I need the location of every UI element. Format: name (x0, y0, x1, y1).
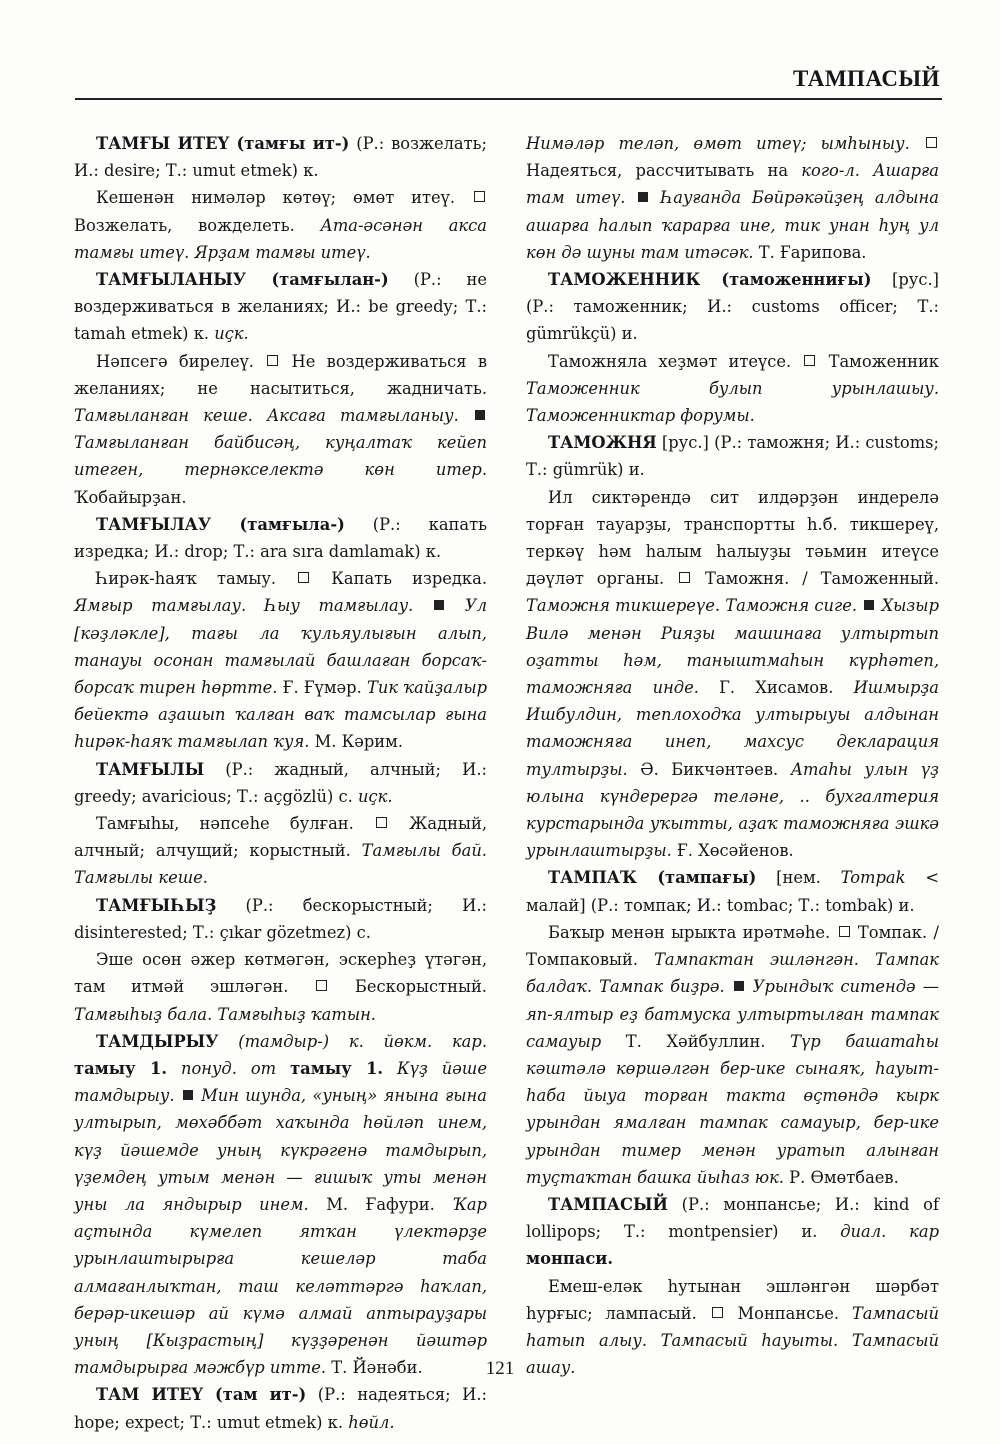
entry-body (74, 348, 487, 511)
entry-continuation (526, 130, 939, 266)
quote: Түр башатаһы кәштәлә көршәлгән бер-ике сынаяҡ, һауыт-һаба йыуа торған такта өҫтөндә кырк урындан ямалған тампак самауыр, бер-ике урындан тимер менән уратып алынған туҫтаҡтан башка йыһаз юк. (526, 1031, 939, 1187)
russian-marker-icon (679, 572, 690, 583)
quote-author: М. Ғафури. (308, 1194, 435, 1214)
quote-author: Т. Йәнәби. (326, 1358, 423, 1378)
entry-body (526, 919, 939, 1191)
headword: ТАМҒЫ ИТЕҮ (тамғы ит-) (96, 134, 350, 153)
quote-author: Г. Хисамов. (698, 678, 834, 698)
quote: Һауғанда Бөйрәкәйҙең алдына ашарға һалып ҡарарға ине, тик унан һуң ул көн дә шуны там итәсәк. (526, 188, 939, 262)
russian-gloss: Жадный, алчный; алчущий; корыстный. (74, 814, 487, 861)
entry-tamdyryu (74, 1028, 487, 1382)
example: Тампасый һатып алыу. Тампасый һауыты. Тампасый ашау. (526, 1303, 939, 1378)
russian-marker-icon (712, 1307, 723, 1318)
entry-tamozhnya (526, 429, 939, 483)
entry-body (74, 565, 487, 755)
quote: Ишмырҙа Ишбулдин, теплоходҡа ултырыуы алдынан таможняға инеп, махсус декларация тултырҙы. (526, 678, 939, 779)
quote: Ул [кәҙләкле], тағы ла ҡульяулығын алып, танауы осонан тамғылай башлаған борсаҡ-борсаҡ тирен һөртте. (74, 596, 487, 698)
russian-marker-icon (839, 926, 850, 937)
definition: Һирәк-һаяҡ тамыу. (96, 569, 277, 589)
definition: Нимәләр теләп, өмөт итеү; ымһыныу. (526, 134, 910, 153)
definition: Емеш-еләк һутынан эшләнгән шәрбәт һурғыс; лампасый. (526, 1276, 939, 1323)
headword: ТАМДЫРЫУ (96, 1031, 219, 1051)
example: Ашарға там итеү. (526, 161, 939, 208)
entry-body (74, 946, 487, 1028)
grammar: (Р.: возжелать; И.: desire; Т.: umut etmek) к. (74, 134, 487, 181)
grammar: [рус.] (Р.: таможня; И.: customs; Т.: gümrük) и. (526, 433, 939, 480)
russian-marker-icon (804, 355, 815, 366)
left-column (74, 130, 487, 1436)
definition: Ил сиктәрендә сит илдәрҙән индерелә торған тауарҙы, транспортты һ.б. тикшереү, теркәү һәм һалым һалыуҙы тәьмин итеүсе дәүләт органы. (526, 487, 939, 589)
russian-gloss: Таможня. / Таможенный. (692, 569, 939, 589)
russian-marker-icon (298, 572, 309, 583)
quote-author: Т. Хәйбуллин. (601, 1031, 766, 1051)
example: Ямғыр тамғылау. Һыу тамғылау. (74, 596, 414, 616)
russian-gloss: Таможенник (817, 351, 939, 371)
russian-gloss: Капать изредка. (311, 569, 487, 589)
entry-body (74, 810, 487, 892)
grammar: (Р.: не воздерживаться в желаниях; И.: be greedy; Т.: tamah etmek) к. (74, 270, 487, 344)
quote-marker-icon (183, 1090, 193, 1100)
header-rule (75, 98, 942, 100)
quote-marker-icon (638, 192, 648, 202)
quote-marker-icon (475, 410, 485, 420)
quote-author: Ғ. Ғүмәр. (277, 678, 362, 698)
definition: Баҡыр менән ырыкта ирәтмәһе. (548, 922, 831, 942)
quote: Урындыҡ ситендә — яп-ялтыр еҙ батмуска ултыртылған тампак самауыр (526, 977, 939, 1051)
definition: Эше осөн әжер көтмәгән, эскерһеҙ үтәгән, там итмәй эшләгән. (74, 950, 487, 997)
grammar: понуд. от (166, 1058, 291, 1078)
entry-tamgylau (74, 511, 487, 565)
quote: Атаһы улын үҙ юлына күндерергә теләне, .. бухгалтерия курстарында уҡытты, аҙаҡ таможняға эшкә урынлаштырҙы. (526, 759, 939, 861)
definition: Кешенән нимәләр көтөү; өмөт итеү. (96, 188, 456, 208)
quote-author: Т. Ғарипова. (753, 242, 867, 262)
russian-gloss: Надеяться, рассчитывать на (526, 161, 802, 181)
quote-author: Ҡобайырҙан. (74, 487, 187, 507)
entry-body (74, 184, 487, 266)
example: Ата-әсәнән акса тамғы итеү. Ярҙам тамғы итеү. (74, 215, 487, 262)
entry-body (526, 484, 939, 865)
cross-reference: тамыу 1. (290, 1058, 384, 1078)
example: Таможня тикшереүе. Таможня сиге. (526, 596, 858, 616)
entry-tampak (526, 864, 939, 918)
headword: ТАМПАСЫЙ (548, 1194, 668, 1214)
grammar: (Р.: монпансье; И.: kind of lollipops; Т.: montpensier) и. (526, 1194, 939, 1242)
quote: Тамғыланған байбисәң, куңалтаҡ кейеп итеген, тернәкселектә көн итер. (74, 433, 487, 480)
example: Таможенник булып урынлашыу. Таможенниктар форумы. (526, 378, 939, 426)
definition: Нәпсегә бирелеү. (96, 351, 254, 371)
entry-tamgylanyu (74, 266, 487, 348)
definition: Таможняла хеҙмәт итеүсе. (548, 351, 792, 371)
entry-tamgyly (74, 756, 487, 810)
quote: Тик ҡайҙалыр бейектә аҙашып ҡалған ваҡ тамсылар ғына һирәк-һаяҡ тамғылап ҡуя. (74, 678, 487, 752)
grammar: [рус.] (Р.: таможенник; И.: customs officer; Т.: gümrükçü) и. (526, 270, 939, 344)
grammar-label: иҫк. (214, 324, 249, 344)
quote-author: Р. Өмөтбаев. (783, 1167, 899, 1187)
entry-body (526, 348, 939, 430)
grammar: (Р.: надеяться; И.: hope; expect; Т.: umut etmek) к. (74, 1385, 488, 1432)
russian-gloss-note: кого-л. (801, 161, 860, 181)
headword: ТАМОЖНЯ (548, 433, 657, 453)
russian-gloss: Бескорыстный. (329, 977, 487, 997)
quote: Мин шунда, «уның» янына ғына ултырып, мөхәббәт хаҡында һөйләп инем, күҙ йәшемде уның күкрәгенә тамдырып, үҙемдең утым менән — ғишыҡ уты менән уны ла яндырыр инем. (74, 1086, 487, 1214)
example: Күҙ йәше тамдырыу. (74, 1058, 487, 1106)
etymology-word: Tompak (840, 868, 906, 888)
russian-gloss: Не воздерживаться в желаниях; не насытиться, жадничать. (74, 351, 487, 398)
quote-author: М. Кәрим. (309, 732, 403, 752)
grammar: (Р.: бескорыстный; И.: disinterested; Т.: çıkar gözetmez) с. (74, 895, 487, 942)
page-number: 121 (485, 1358, 515, 1379)
grammar: < малай] (Р.: томпак; И.: tombac; Т.: tombak) и. (526, 868, 939, 915)
quote-author: Ә. Бикчәнтәев. (627, 759, 779, 779)
quote: Хызыр Вилә менән Рияҙы машинаға ултыртып оҙатты һәм, таныштмаһын күрһәтеп, таможняға инде. (526, 596, 939, 698)
russian-marker-icon (376, 817, 387, 828)
headword: ТАМҒЫЛАУ (тамғыла-) (96, 514, 345, 534)
russian-marker-icon (267, 355, 278, 366)
headword: ТАМ ИТЕҮ (там ит-) (96, 1385, 307, 1405)
example: Тамғыланған кеше. Аксаға тамғыланыу. (74, 406, 459, 426)
russian-gloss: Монпансье. (724, 1303, 852, 1323)
example: Тамғылы бай. Тамғылы кеше. (74, 841, 487, 888)
entry-tamozhennik (526, 266, 939, 348)
russian-gloss: Возжелать, вожделеть. (74, 215, 321, 235)
grammar: [нем. (756, 868, 841, 888)
quote-marker-icon (734, 981, 744, 991)
grammar: (Р.: капать изредка; И.: drop; Т.: ara sıra damlamak) к. (74, 514, 487, 562)
headword: ТАМҒЫЛЫ (96, 759, 205, 779)
cross-reference: тамыу 1. (74, 1058, 167, 1078)
example: Тамғыһыҙ бала. Тамғыһыҙ ҡатын. (74, 1004, 376, 1024)
russian-gloss: Томпак. / Томпаковый. (526, 922, 939, 970)
entry-tamgyhyz (74, 892, 487, 946)
headword: ТАМҒЫҺЫҘ (96, 895, 217, 915)
quote: Ҡар аҫтында күмелеп ятҡан үлектәрҙе урынлаштырырға кешеләр таба алмағанлыҡтан, таш келәттәргә һаҡлап, берәр-икешәр ай күмә алмай аптырауҙары уның [Кыҙрастың] күҙҙәренән йәштәр тамдырырға мәжбүр итте. (74, 1194, 487, 1378)
headword: ТАМПАҠ (тампағы) (548, 868, 757, 888)
headword: ТАМОЖЕННИК (таможенниғы) (548, 270, 872, 290)
entry-tam-iteu (74, 1381, 487, 1435)
russian-marker-icon (316, 980, 327, 991)
right-column (526, 130, 939, 1381)
entry-tamgy-iteu (74, 130, 487, 184)
russian-marker-icon (474, 191, 485, 202)
grammar-label: һөйл. (348, 1412, 395, 1432)
grammar-label: диал. кар (840, 1222, 939, 1242)
quote-author: Ғ. Хөсәйенов. (671, 841, 794, 861)
grammar-label: иҫк. (358, 786, 393, 806)
entry-tampasyi (526, 1191, 939, 1273)
quote-marker-icon (434, 600, 444, 610)
definition: Тамғыһы, нәпсеһе булған. (96, 814, 354, 834)
headword: ТАМҒЫЛАНЫУ (тамғылан-) (96, 270, 389, 290)
grammar: (Р.: жадный, алчный; И.: greedy; avaricious; Т.: açgözlü) с. (74, 759, 487, 806)
running-head: ТАМПАСЫЙ (793, 66, 940, 91)
russian-marker-icon (926, 137, 937, 148)
cross-reference: монпаси. (526, 1249, 614, 1269)
quote-marker-icon (864, 600, 874, 610)
grammar: (тамдыр-) к. йөкм. кар. (218, 1031, 487, 1051)
example: Тампактан эшләнгән. Тампак балдаҡ. Тампак биҙрә. (526, 950, 939, 997)
